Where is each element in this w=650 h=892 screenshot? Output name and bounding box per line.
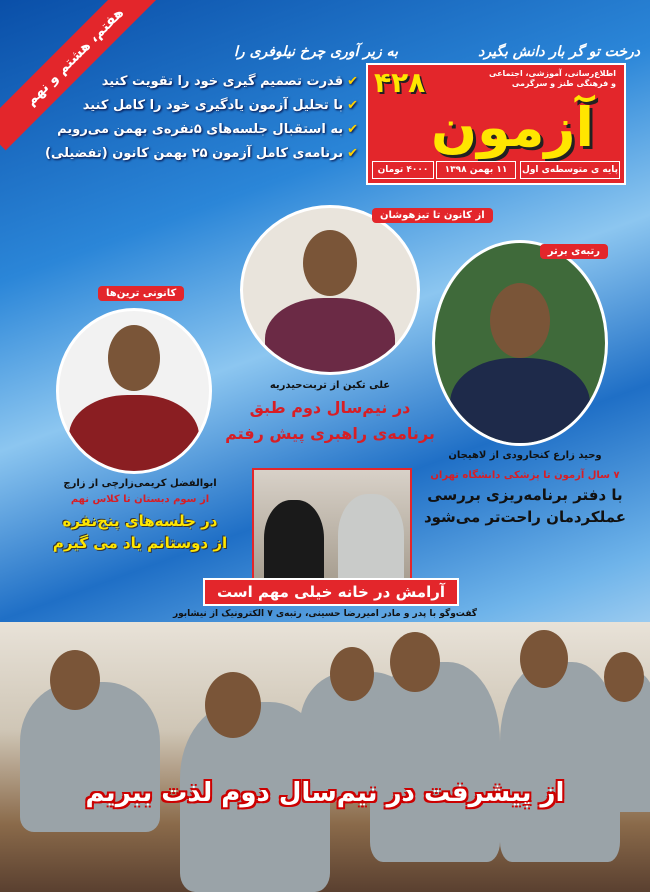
bullet-item: ✔برنامه‌ی کامل آزمون ۲۵ بهمن کانون (تفضیلی) (45, 146, 358, 161)
grade-level: پایه ی متوسطه‌ی اول (520, 161, 620, 179)
price: ۴۰۰۰ تومان (372, 161, 434, 179)
parents-title: آرامش در خانه خیلی مهم است (203, 578, 459, 606)
check-icon: ✔ (347, 74, 358, 89)
issue-date: ۱۱ بهمن ۱۳۹۸ (436, 161, 516, 179)
center-label: از کانون تا تیزهوشان (372, 208, 493, 223)
right-headline-1: با دفتر برنامه‌ریزی بررسی (427, 486, 623, 504)
left-headline-2: از دوستانم یاد می گیرم (52, 534, 228, 552)
left-student-sub: از سوم دبستان تا کلاس نهم (70, 494, 210, 505)
bottom-headline: از پیشرفت در نیم‌سال دوم لذت ببریم (85, 778, 565, 808)
right-headline-2: عملکردمان راحت‌تر می‌شود (423, 508, 627, 526)
bullet-item: ✔قدرت تصمیم گیری خود را تقویت کنید (101, 74, 358, 89)
check-icon: ✔ (347, 122, 358, 137)
bullet-item: ✔به استقبال جلسه‌های ۵نفره‌ی بهمن می‌رویم (57, 122, 358, 137)
photo-parents (252, 468, 412, 583)
top-rank-label: رتبه‌ی برتر (540, 244, 608, 259)
classroom-photo (0, 622, 650, 892)
slogan-left: به زیر آوری چرخ نیلوفری را (234, 44, 398, 60)
right-student-sub: ۷ سال آزمون تا پزشکی دانشگاه تهران (430, 470, 620, 481)
parents-caption: گفت‌وگو با پدر و مادر امیررضا حسینی، رتبه‌ی ۷ الکترونیک از نیشابور (172, 609, 478, 619)
check-icon: ✔ (347, 98, 358, 113)
photo-center-student (240, 205, 420, 375)
check-icon: ✔ (347, 146, 358, 161)
photo-left-student (56, 308, 212, 474)
masthead (366, 63, 626, 185)
magazine-logo: آزمون (431, 96, 594, 159)
cover-bullets (38, 70, 358, 166)
issue-number: ۴۲۸ (374, 66, 426, 99)
grade-ribbon: هفتم، هشتم و نهم (0, 0, 168, 150)
center-headline-1: در نیم‌سال دوم طبق (249, 398, 411, 417)
bullet-item: ✔با تحلیل آزمون یادگیری خود را کامل کنید (82, 98, 358, 113)
left-label: کانونی ترین‌ها (98, 286, 184, 301)
left-headline-1: در جلسه‌های پنج‌نفره (62, 512, 218, 530)
right-student-name: وحید زارع کنجارودی از لاهیجان (448, 450, 602, 461)
slogan-right: درخت تو گر بار دانش بگیرد (478, 44, 640, 60)
photo-right-student (432, 240, 608, 446)
left-student-name: ابوالفضل کریمی‌زارچی از زارچ (63, 478, 217, 489)
tagline: اطلاع‌رسانی، آموزشی، اجتماعی و فرهنگی طنز و سرگرمی (488, 69, 616, 88)
center-student-name: علی تکین از تربت‌حیدریه (269, 380, 391, 391)
center-headline-2: برنامه‌ی راهبری پیش رفتم (225, 424, 435, 443)
